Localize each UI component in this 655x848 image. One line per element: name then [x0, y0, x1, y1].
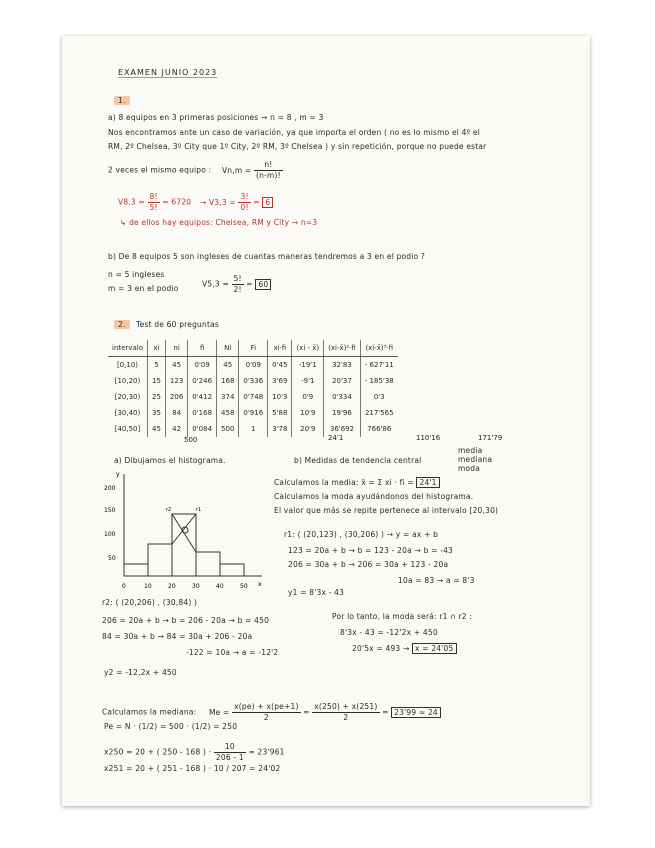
x-tick: 30 — [192, 583, 200, 590]
table-row: [10,20) 15 123 0'246 168 0'336 3'69 -9'1 20'37 - 185'38 — [108, 373, 398, 389]
histogram-bar — [196, 552, 220, 576]
sum-third-moment: 171'79 — [478, 434, 503, 442]
frequency-table — [108, 340, 398, 437]
part-b-label: b) Medidas de tendencia central — [294, 456, 422, 465]
r1-result: y1 = 8'3x - 43 — [288, 588, 345, 597]
q1-explanation-line-3: 2 veces el mismo equipo : Vn,m = $\frac{n!}{(n-m)!}$ — [108, 160, 281, 180]
histogram — [102, 466, 272, 596]
x-axis-label: x — [258, 581, 262, 588]
media-result: 24'1 — [416, 477, 439, 488]
moda-line-1: Calculamos la moda ayudándonos del histograma. — [274, 492, 474, 501]
histogram-bar — [148, 544, 172, 576]
intersection-line-2: 8'3x - 43 = -12'2x + 450 — [340, 628, 438, 637]
v53-calculation: V5,3 = $\frac{5!}{2!}$ = 60 — [202, 274, 271, 295]
table-row: [30,40) 35 84 0'168 458 0'916 5'88 10'9 19'96 217'565 — [108, 405, 398, 421]
mediana-calculation: Calculamos la mediana: Me = $\frac{x(pe) + x(pe+1)}{2}$ = $\frac{x(250) + x(251)}{2}$ = 23'99 ≈ 24 — [102, 702, 441, 723]
sum-ni: 500 — [184, 436, 198, 444]
q1-b-m: m = 3 en el podio — [108, 284, 179, 293]
moda-result: x = 24'05 — [412, 643, 456, 654]
r2-result: y2 = -12,2x + 450 — [104, 668, 177, 677]
r2-definition: r2: ( (20,206) , (30,84) ) — [102, 598, 198, 607]
media-calculation: Calculamos la media: x̄ = Σ xi · fi = 24'1 — [274, 478, 440, 488]
question-2-heading: 2. Test de 60 preguntas — [114, 320, 219, 330]
mediana-result: 23'99 ≈ 24 — [391, 707, 441, 718]
q1-b-n: n = 5 ingleses — [108, 270, 165, 279]
y-tick: 100 — [104, 531, 116, 538]
exam-title: EXAMEN JUNIO 2023 — [118, 68, 218, 77]
histogram-bar — [172, 514, 196, 576]
sum-xifi: 24'1 — [328, 434, 344, 442]
pe-calculation: Pe = N · (1/2) = 500 · (1/2) = 250 — [104, 722, 238, 731]
r2-equation-2: 84 = 30a + b → 84 = 30a + 206 - 20a — [102, 632, 253, 641]
y-tick: 150 — [104, 507, 116, 514]
histogram-bar — [220, 564, 244, 576]
q1-part-a-statement: a) 8 equipos en 3 primeras posiciones → n = 8 , m = 3 — [108, 113, 324, 122]
intersection-line-3: 20'5x = 493 → x = 24'05 — [352, 644, 457, 654]
y-tick: 50 — [108, 555, 116, 562]
sum-variance: 110'16 — [416, 434, 441, 442]
r2-equation-3: -122 = 10a → a = -12'2 — [186, 648, 279, 657]
variation-formula: $\frac{n!}{(n-m)!}$ — [256, 160, 281, 180]
q1-explanation-line-2: RM, 2º Chelsea, 3º City que 1º City, 2º RM, 3º Chelsea ) y sin repetición, porque no puede estar — [108, 142, 487, 151]
x-tick: 50 — [240, 583, 248, 590]
r1-equation-3: 10a = 83 → a = 8'3 — [398, 576, 475, 585]
x-tick: 40 — [216, 583, 224, 590]
q1-part-b-statement: b) De 8 equipos 5 son ingleses de cuantas maneras tendremos a 3 en el podio ? — [108, 252, 426, 261]
v33-result: 6 — [262, 197, 273, 208]
v83-calculation: V8,3 = $\frac{8!}{5!}$ = 6720 → V3,3 = $\frac{3!}{0!}$ = 6 — [118, 192, 273, 213]
q1-red-note: ↳ de ellos hay equipos: Chelsea, RM y City → n=3 — [120, 218, 318, 227]
y-axis-label: y — [116, 471, 120, 478]
notebook-page — [62, 36, 590, 806]
question-1-number: 1. — [114, 96, 130, 106]
x-tick: 10 — [144, 583, 152, 590]
r1-label: r1 — [196, 507, 202, 513]
v53-result: 60 — [255, 279, 271, 290]
table-row: [0,10) 5 45 0'09 45 0'09 0'45 -19'1 32'83 - 627'11 — [108, 357, 398, 374]
r1-line — [172, 514, 196, 544]
table-row: [20,30) 25 206 0'412 374 0'748 10'3 0'9 0'334 0'3 — [108, 389, 398, 405]
r2-equation-1: 206 = 20a + b → b = 206 - 20a → b = 450 — [102, 616, 270, 625]
histogram-bar — [124, 564, 148, 576]
r2-label: r2 — [166, 507, 172, 513]
x250-calculation: x250 = 20 + ( 250 - 168 ) · $\frac{10}{206 - 1}$ = 23'961 — [104, 742, 285, 762]
table-header-row: intervalo xi ni fi Ni Fi xi·fi (xi - x̄) (xi-x̄)²·fi (xi-x̄)³·fi — [108, 340, 398, 357]
intersection-line-1: Por lo tanto, la moda será: r1 ∩ r2 : — [332, 612, 473, 621]
table-row: [40,50] 45 42 0'084 500 1 3'78 20'9 36'692 766'86 — [108, 421, 398, 437]
q1-explanation-line-1: Nos encontramos ante un caso de variación, ya que importa el orden ( no es lo mismo el 4º el — [108, 128, 481, 137]
y-tick: 200 — [104, 485, 116, 492]
x-tick: 20 — [168, 583, 176, 590]
histogram-label: a) Dibujamos el histograma. — [114, 456, 226, 465]
r1-definition: r1: ( (20,123) , (30,206) ) → y = ax + b — [284, 530, 439, 539]
moda-line-2: El valor que más se repite pertenece al intervalo [20,30) — [274, 506, 499, 515]
x-tick: 0 — [122, 583, 126, 590]
x251-calculation: x251 = 20 + ( 251 - 168 ) · 10 / 207 = 24'02 — [104, 764, 281, 773]
r1-equation-2: 206 = 30a + b → 206 = 30a + 123 - 20a — [288, 560, 449, 569]
measure-list: media mediana moda — [458, 446, 493, 473]
r1-equation-1: 123 = 20a + b → b = 123 - 20a → b = -43 — [288, 546, 454, 555]
